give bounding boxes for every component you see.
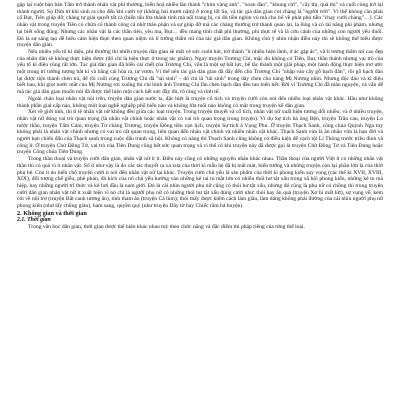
- body-paragraph: Ngoài chân loại nhân vật nói trên, truyện dân gian nước ta, đặc biệt là truyện cổ tích và truyện cười còn nói đến nhiều loại nhân vật khác. Hầu như không thành phần giai cấp nào, không một loại nghề nghiệp phổ biến nào và không lứa tuổi nào không có mặt trong truyện kể dân gian.: [17, 95, 383, 109]
- body-paragraph: Xét về giới tính, thì tỉ lệ nhân vật nữ không đều giữa các loại truyện. Trong truyện thuyết và cổ tích, nhân vật nữ xuất hiện tương đối nhiều; và ở nhiều truyện, nhân vật nữ đóng vai trò quan trọng (là nhân vật chính hoặc nhân vật có vai trò quan trọng trong truyện). Ví dụ Sự tích bà ông Bện, truyện Trầu cau, truyện Lo nước thần, truyện Tấm Cám, truyện Từ chàng Trương, truyện Đồng tiền vạn lịch, truyện Sự tích ả Vọng Phu. Ở truyện Thạch Sanh, công chúa Quỳnh Nga tuy không phải là nhân vật chính nhưng có vai trò rất quan trọng, liên quan đến nhân vật chính và nhiều nhân vật khác. Thạch Sanh vừa là ân nhân vừa là bạn đời và người bạn chiến đấu của Thạch sanh trong cuộc đấu tranh xã hội. Không có nàng thì Thạch Sanh cũng không có điều kiện để vạch tội Lí Thông trước triều đình và công lí. Ở truyện Chử Đồng Tử, vai trò của Tiên Dung cũng hết sức quan trọng và vì thế có khi truyện này đã được gọi là truyện Chử Đồng Tử và Tiên Dung hoặc truyện Công chúa Tiên Dung.: [17, 109, 383, 156]
- body-paragraph: Trong thần thoại và truyện cười dân gian, nhân vật nữ ít ít. Điều này cũng có những nguyên nhân khác nhau. Thần thoại của người Việt ít có những nhân vật thần thì có quá vì ít nhân vật. Số ít như vậy là do các tác thuyết ra xa xưa của thời kì mẫu hệ đã bị mất mát, biến tướng và những truyện còn lại phần lớn là của thời phụ hệ. Còn ít do biến chỗ truyện cười ít nói đến nhân vật nữ lại khác. Truyện cười chủ yếu là sản phẩm của thời kì phong kiến suy vong (các thế kỉ XVII, XVIII, XIX), đối tượng chế giễu, phê phán, đả kích của nó chủ yếu hướng vào những kẻ tai to mặt lớn có nhiều thói hư tật xấu trong xã hội phong kiến, những kẻ tu mà hiệp, hay những người trí thức và kẻ hơi đầu là nam giới. Đó là cái nhìn người phụ nữ cũng có thói hư tật xấu, nhưng đó cũng là phụ nữ có chồng thì trong truyện cười dân gian nhân vật nữ ít xuất hiện vì nó chỉ là người phụ nữ có những thói hư tật xấu đúng cười như: thói hay ăn quà (truyện Xơ bì mất lứt), sự vụng về, kém cỏi về nội trợ (truyện Bắt canh tương ăn), tính tham ăn (truyện Cả lùm); thói thấy được kiếm cách làm giàu, làm dáng không phải đường của cái nhìn người phụ nữ phong kiến (như lấy chồng giàu), ham sang, quyền quý (như truyện Dây tờ hay Chiếc răm bả huyện).: [17, 156, 383, 210]
- section-heading: 2. Không gian và thời gian: [17, 209, 87, 217]
- body-paragraph: gặp lại vuột bàn bàn Tấm trở thành nhân vật phi thường, biến hoá nhiều lần thành "chim vàng anh", "xoan đào", "khung cửi", "cây thị, quả thị" và cuối cùng trở lại thành người. Sọ Dừa từ khi sinh ra cho đến khi cưới vợ (không hài mươi năm) ở trong lốt Sọ, và tác giả dân gian coi chàng là "người trời". Vì thế không cần phải cố Bụt, Tiên giúp đỡ, chàng tự giải quyết tất cả (biến tấu lửa thành tinh mà nổi trang bị, có đủ tiền nghìn vú mà cho bố về phát phủ tiền "chạy cưới chàng"…). Các nhân vật trong truyện Tiên có chừa có thành công cả nhờ thân phận và sự giúp đỡ mà các chàng thưởng trở thành quan lại, lạ lùng và có tài năng phi phàm, nhưng lại biết sống đúng. Nhưng các nhân vật là các thần tiên, yêu ma, Bụt… đều mang tính chất phi thường, phi thực tế và là cứu cánh của những con người yếu đuối. Đó là sự sáng tạo để biểu cảm hiện thực theo quan niệm và lí tưởng thẩm mĩ của tác giả dân gian. Không chủ ý nhìn nhận điều này thì sẽ không thể hiểu được truyện dân gian.: [17, 2, 383, 49]
- body-paragraph: Trong văn học dân gian, thời gian được thể hiện khác nhau tuỳ theo chức năng và đặc điểm thi pháp riêng của từng thể loại.: [28, 224, 305, 231]
- subsection-heading: 2.1. Thời gian: [17, 217, 51, 224]
- body-paragraph: Nếu nhiều yếu tố kì diệu, phi thường thì nhiều truyện dân gian sẽ mất vẻ sức cuốn hút, trở thành "ít nhiều hiện lành, ở ác gặp ác", và lí tưởng thẩm mĩ cao đẹp của nhân dân sẽ không thực hiện được (đó chỉ là hiện thực ở trong tác phẩm). Ngay truyện Trương Chi, mặc dù không có Tiên, Bụt, thần thánh nhưng vai trò của yếu tố kì diệu cũng rất lớn. Tác giả dân gian đã biến cái chết của Trương Chi, vốn là một sự bất lực, bế tắc thành một giải pháp, một hành động thực hiện mơ ước một trong trí tưởng tượng bắt kì và bằng cái hóa ra, tự vươn. Vì thế nên tác giả dân gian đã đẩy đến cho Trương Chi "nhập vào cây gỗ bạch đàn", rồi gỗ bạch đàn lại được tiện thành chén trà, để rồi cuối cùng Trương Chi đã "tái sinh" – đó chỉ là "tái sinh" trong dây chén cho nàng Mị Nương nhìn. Nhưng độc đáo và kì diệu biết bao, khi giọt nước mắt của Mị Nương rơi xuống thì chí hình ảnh Trương Chi lần chén bạch đàn đều tan biến hết. Bởi vì Trương Chi đã mãn nguyện, và vẫn để mà tác giả dân gian muốn nói đã được thể hiện một cách hết sức đầy đủ, rõ ràng và tinh tế.: [17, 48, 383, 96]
